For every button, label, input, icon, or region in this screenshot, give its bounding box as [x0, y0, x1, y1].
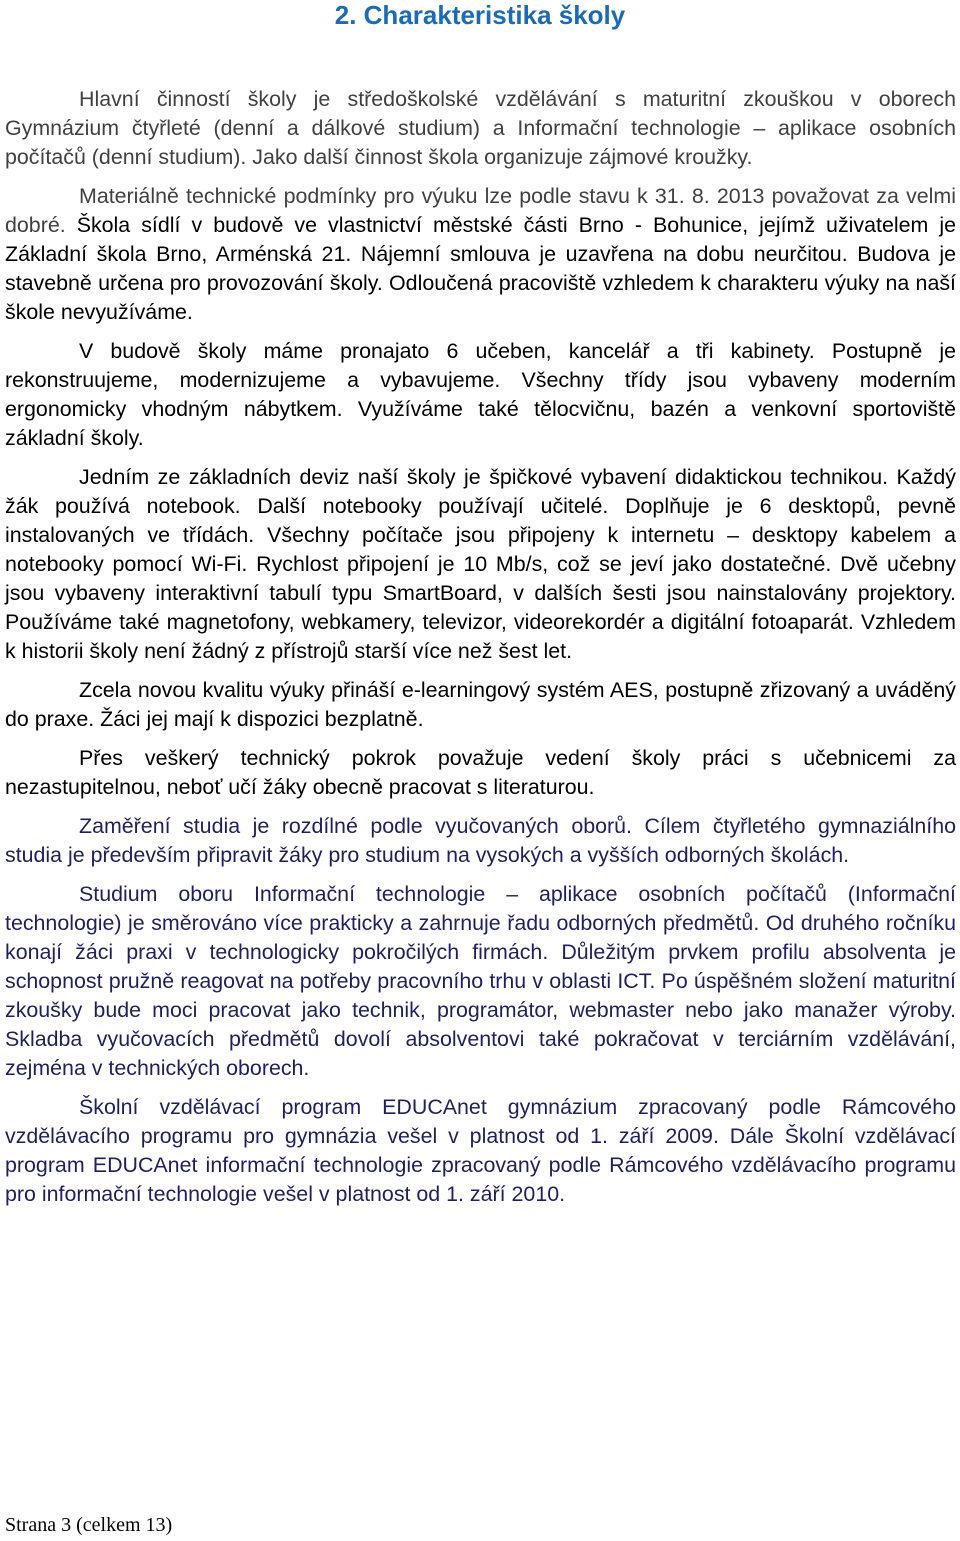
paragraph-school-programs [5, 1093, 956, 1209]
paragraph-text: Jedním ze základních deviz naší školy je špičkové vybavení didaktickou technikou. Každý žák používá notebook. Další notebooky používají učitelé. Doplňuje je 6 desktopů, pevně instalovaných ve třídách. Všechny počítače jsou připojeny k internetu – desktopy kabelem a notebooky pomocí Wi-Fi. Rychlost připojení je 10 Mb/s, což se jeví jako dostatečné. Dvě učebny jsou vybaveny interaktivní tabulí typu SmartBoard, v dalších šesti jsou nainstalovány projektory. Používáme také magnetofony, webkamery, televizor, videorekordér a digitální fotoaparát. Vzhledem k historii školy není žádný z přístrojů starší více než šest let. [5, 465, 956, 663]
paragraph-elearning [5, 676, 956, 734]
paragraph-text: Zcela novou kvalitu výuky přináší e-learningový systém AES, postupně zřizovaný a uváděný do praxe. Žáci jej mají k dispozici bezplatně. [5, 678, 956, 731]
document-body [5, 85, 956, 1219]
paragraph-classrooms [5, 337, 956, 453]
paragraph-text: Školní vzdělávací program EDUCAnet gymnázium zpracovaný podle Rámcového vzdělávacího programu pro gymnázia vešel v platnost od 1. září 2009. Dále Školní vzdělávací program EDUCAnet informační technologie zpracovaný podle Rámcového vzdělávacího programu pro informační technologie vešel v platnost od 1. září 2010. [5, 1095, 956, 1206]
paragraph-main-activity [5, 85, 956, 172]
page-footer: Strana 3 (celkem 13) [5, 1514, 173, 1536]
paragraph-technology [5, 463, 956, 666]
paragraph-text: Škola sídlí v budově ve vlastnictví městské části Brno - Bohunice, jejímž uživatelem je Základní škola Brno, Arménská 21. Nájemní smlouva je uzavřena na dobu neurčitou. Budova je stavebně určena pro provozování školy. Odloučená pracoviště vzhledem k charakteru výuky na naší škole nevyužíváme. [5, 213, 956, 324]
paragraph-text: Přes veškerý technický pokrok považuje vedení školy práci s učebnicemi za nezastupitelnou, neboť učí žáky obecně pracovat s literaturou. [5, 746, 956, 799]
paragraph-textbooks [5, 744, 956, 802]
paragraph-text: Hlavní činností školy je středoškolské vzdělávání s maturitní zkouškou v oborech Gymnázium čtyřleté (denní a dálkové studium) a Informační technologie – aplikace osobních počítačů (denní studium). Jako další činnost škola organizuje zájmové kroužky. [5, 87, 956, 169]
section-heading: 2. Charakteristika školy [334, 0, 626, 30]
paragraph-study-focus [5, 812, 956, 870]
paragraph-text: Zaměření studia je rozdílné podle vyučovaných oborů. Cílem čtyřletého gymnaziálního studia je především připravit žáky pro studium na vysokých a vyšších odborných školách. [5, 814, 956, 867]
paragraph-it-program [5, 880, 956, 1083]
paragraph-text: Materiálně technické podmínky pro výuku lze podle stavu k 31. 8. 2013 považovat za velmi dobré. [5, 184, 956, 237]
paragraph-text: Studium oboru Informační technologie – aplikace osobních počítačů (Informační technologie) je směrováno více prakticky a zahrnuje řadu odborných předmětů. Od druhého ročníku konají žáci praxi v technologicky pokročilých firmách. Důležitým prvkem profilu absolventa je schopnost pružně reagovat na potřeby pracovního trhu v oblasti ICT. Po úspěšném složení maturitní zkoušky bude moci pracovat jako technik, programátor, webmaster nebo jako manažer výroby. Skladba vyučovacích předmětů dovolí absolventovi také pokračovat v terciárním vzdělávání, zejména v technických oborech. [5, 882, 956, 1080]
paragraph-facilities [5, 182, 956, 327]
paragraph-text: V budově školy máme pronajato 6 učeben, kancelář a tři kabinety. Postupně je rekonstruujeme, modernizujeme a vybavujeme. Všechny třídy jsou vybaveny moderním ergonomicky vhodným nábytkem. Využíváme také tělocvičnu, bazén a venkovní sportoviště základní školy. [5, 339, 956, 450]
